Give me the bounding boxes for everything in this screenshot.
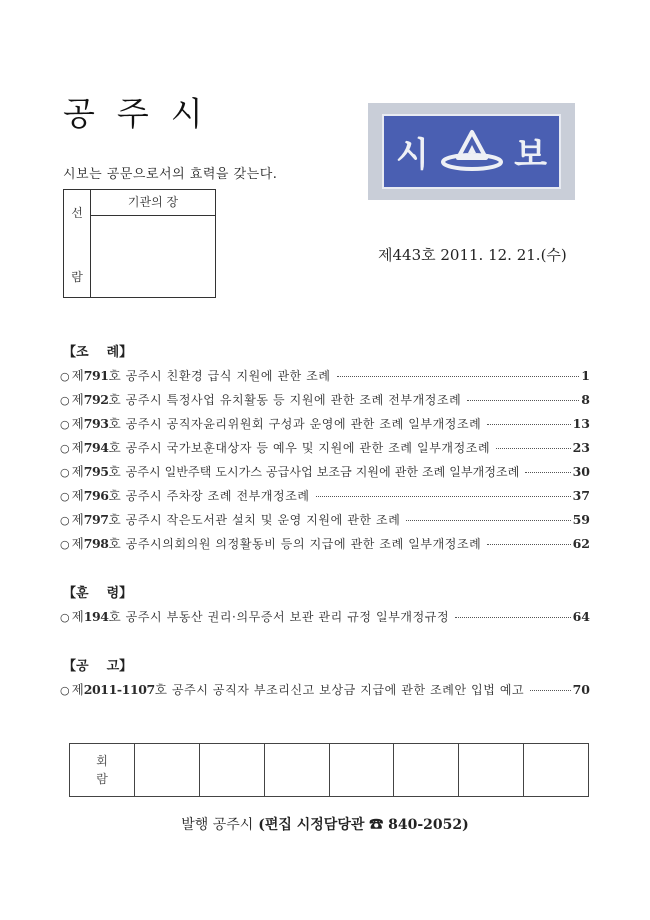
review-side-label-bottom: 람: [71, 270, 83, 284]
bullet-icon: ○: [60, 490, 70, 503]
logo-left-char: 시: [396, 135, 429, 175]
issue-number-date: 제443호 2011. 12. 21.(수): [378, 246, 567, 264]
bullet-icon: ○: [60, 538, 70, 551]
circulation-signature-cell: [199, 744, 264, 796]
section-heading-ordinances: 【조 례】: [63, 345, 133, 360]
bullet-icon: ○: [60, 466, 70, 479]
circulation-table: [69, 743, 589, 797]
bullet-icon: ○: [60, 418, 70, 431]
logo-inner-panel: [382, 114, 561, 189]
toc-page-number: 64: [572, 609, 590, 624]
toc-item[interactable]: ○ 제 2011-1107 호 공주시 공직자 부조리신고 보상금 지급에 관한 조례안 입법 예고 70: [60, 682, 590, 697]
circulation-label: 회 람: [96, 754, 108, 786]
circulation-signature-cell: [458, 744, 523, 796]
toc-item-title: 공주시 공직자윤리위원회 구성과 운영에 관한 조례 일부개정조례: [125, 417, 482, 431]
dot-leader: [530, 690, 570, 691]
toc-item[interactable]: ○ 제 194 호 공주시 부동산 권리·의무증서 보관 관리 규정 일부개정규정 64: [60, 609, 590, 624]
publisher-label: 발행 공주시: [181, 817, 254, 833]
review-box: [63, 189, 216, 298]
dot-leader: [487, 544, 570, 545]
logo-right-char: 보: [514, 135, 547, 175]
toc-item-title: 공주시 친환경 급식 지원에 관한 조례: [125, 369, 331, 383]
toc-item-title: 공주시 부동산 권리·의무증서 보관 관리 규정 일부개정규정: [125, 610, 450, 624]
tagline: 시보는 공문으로서의 효력을 갖는다.: [63, 167, 278, 182]
circulation-signature-cell: [329, 744, 394, 796]
section-heading-notices: 【공 고】: [63, 659, 133, 674]
toc-page-number: 30: [572, 464, 590, 479]
toc-item[interactable]: ○ 제 792 호 공주시 특정사업 유치활동 등 지원에 관한 조례 전부개정조례 8: [60, 392, 590, 407]
bullet-icon: ○: [60, 370, 70, 383]
sibo-logo: [368, 103, 575, 200]
toc-item[interactable]: ○ 제 797 호 공주시 작은도서관 설치 및 운영 지원에 관한 조례 59: [60, 512, 590, 527]
city-title: 공주시: [63, 94, 225, 133]
bullet-icon: ○: [60, 394, 70, 407]
publisher-footer: [0, 814, 650, 834]
dot-leader: [487, 424, 570, 425]
phone-number: 840-2052): [388, 817, 469, 833]
toc-page-number: 37: [572, 488, 590, 503]
toc-item-title: 공주시 공직자 부조리신고 보상금 지급에 관한 조례안 입법 예고: [171, 683, 525, 697]
review-side-label: [64, 190, 91, 297]
review-side-label-top: 선: [71, 206, 83, 220]
toc-page-number: 62: [572, 536, 590, 551]
circulation-signature-cell: [523, 744, 588, 796]
toc-item-title: 공주시의회의원 의정활동비 등의 지급에 관한 조례 일부개정조례: [125, 537, 482, 551]
circulation-signature-cell: [134, 744, 199, 796]
toc-item-title: 공주시 일반주택 도시가스 공급사업 보조금 지원에 관한 조례 일부개정조례: [125, 465, 520, 479]
circulation-signature-cell: [393, 744, 458, 796]
mountain-water-emblem-icon: [440, 128, 504, 176]
toc-item-title: 공주시 작은도서관 설치 및 운영 지원에 관한 조례: [125, 513, 401, 527]
toc-item[interactable]: ○ 제 791 호 공주시 친환경 급식 지원에 관한 조례 1: [60, 368, 590, 383]
toc-item-title: 공주시 주차장 조례 전부개정조례: [125, 489, 310, 503]
circulation-signature-cell: [264, 744, 329, 796]
toc-page-number: 23: [572, 440, 590, 455]
bullet-icon: ○: [60, 684, 70, 697]
review-header-label: 기관의 장: [91, 190, 215, 216]
dot-leader: [496, 448, 570, 449]
phone-icon: ☎: [369, 817, 384, 833]
dot-leader: [316, 496, 571, 497]
toc-item-title: 공주시 특정사업 유치활동 등 지원에 관한 조례 전부개정조례: [125, 393, 462, 407]
toc-page-number: 70: [572, 682, 590, 697]
dot-leader: [337, 376, 580, 377]
toc-item[interactable]: ○ 제 794 호 공주시 국가보훈대상자 등 예우 및 지원에 관한 조례 일부개정조례 23: [60, 440, 590, 455]
toc-item[interactable]: ○ 제 793 호 공주시 공직자윤리위원회 구성과 운영에 관한 조례 일부개정조례 13: [60, 416, 590, 431]
section-heading-directives: 【훈 령】: [63, 586, 133, 601]
dot-leader: [467, 400, 579, 401]
dot-leader: [455, 617, 570, 618]
toc-item[interactable]: ○ 제 798 호 공주시의회의원 의정활동비 등의 지급에 관한 조례 일부개정조례 62: [60, 536, 590, 551]
toc-page-number: 1: [581, 368, 590, 383]
toc-item[interactable]: ○ 제 795 호 공주시 일반주택 도시가스 공급사업 보조금 지원에 관한 조례 일부개정조례 30: [60, 464, 590, 479]
dot-leader: [525, 472, 570, 473]
toc-page-number: 8: [581, 392, 590, 407]
bullet-icon: ○: [60, 611, 70, 624]
toc-page-number: 13: [572, 416, 590, 431]
toc-item-title: 공주시 국가보훈대상자 등 예우 및 지원에 관한 조례 일부개정조례: [125, 441, 491, 455]
bullet-icon: ○: [60, 514, 70, 527]
bullet-icon: ○: [60, 442, 70, 455]
toc-item[interactable]: ○ 제 796 호 공주시 주차장 조례 전부개정조례 37: [60, 488, 590, 503]
editor-label: (편집 시정담당관: [258, 817, 365, 833]
toc-page-number: 59: [572, 512, 590, 527]
dot-leader: [406, 520, 570, 521]
